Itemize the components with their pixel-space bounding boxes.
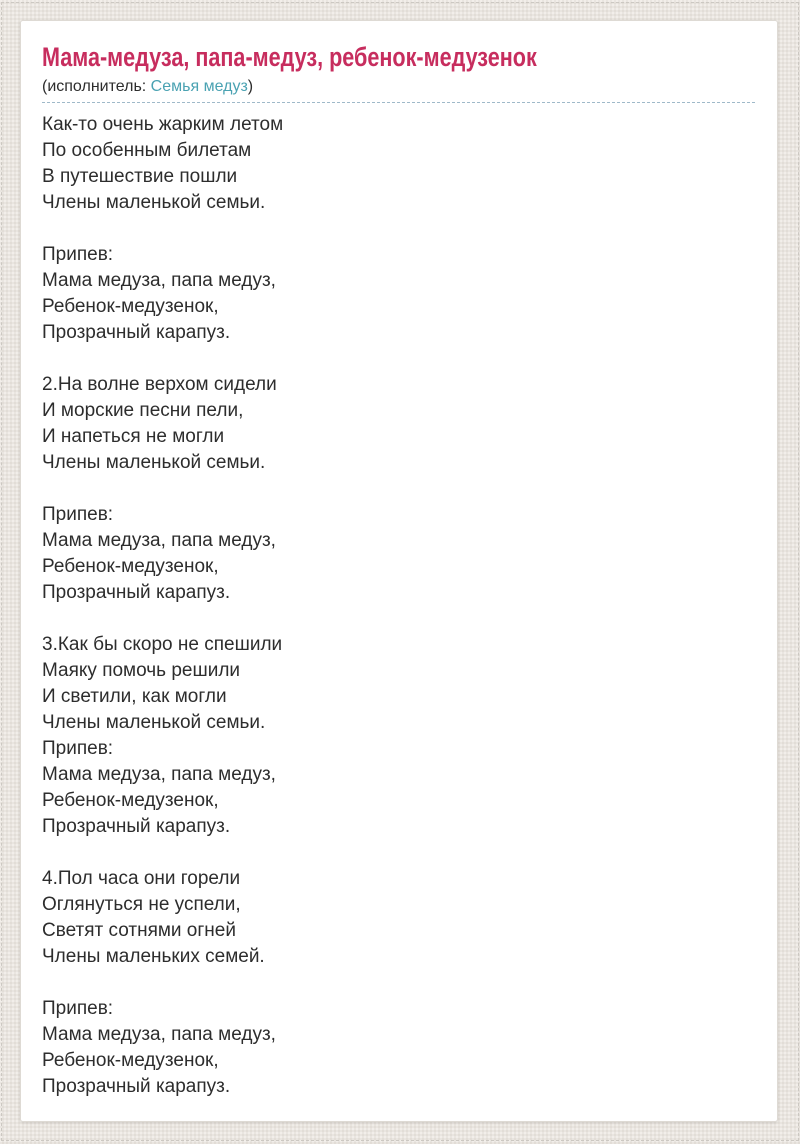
lyric-line: Припев:	[42, 504, 114, 525]
song-title: Мама-медуза, папа-медуз, ребенок-медузенок	[42, 42, 537, 72]
lyric-line: Припев:	[42, 244, 114, 265]
lyric-line: Мама медуза, папа медуз,	[42, 270, 276, 291]
lyric-line: Припев:	[42, 998, 114, 1019]
lyric-line: И светили, как могли	[42, 686, 227, 707]
lyric-line: И морские песни пели,	[42, 400, 244, 421]
lyric-line: Ребенок-медузенок,	[42, 790, 219, 811]
artist-label-prefix: (исполнитель:	[42, 78, 151, 95]
lyric-line: 4.Пол часа они горели	[42, 868, 241, 889]
lyric-blank-line	[42, 970, 755, 996]
lyric-blank-line	[42, 346, 755, 372]
lyric-line: Мама медуза, папа медуз,	[42, 764, 276, 785]
song-header	[42, 41, 755, 103]
lyric-line: Члены маленькой семьи.	[42, 712, 266, 733]
lyric-line: Ребенок-медузенок,	[42, 1050, 219, 1071]
lyric-line: Светят сотнями огней	[42, 920, 236, 941]
lyric-line: Прозрачный карапуз.	[42, 1076, 231, 1097]
lyric-blank-line	[42, 476, 755, 502]
lyric-line: Оглянуться не успели,	[42, 894, 241, 915]
lyric-blank-line	[42, 840, 755, 866]
lyric-line: В путешествие пошли	[42, 166, 238, 187]
lyric-line: 3.Как бы скоро не спешили	[42, 634, 283, 655]
lyric-line: Члены маленьких семей.	[42, 946, 265, 967]
lyric-blank-line	[42, 606, 755, 632]
lyric-line: Как-то очень жарким летом	[42, 114, 284, 135]
lyric-blank-line	[42, 216, 755, 242]
lyric-line: 2.На волне верхом сидели	[42, 374, 277, 395]
lyric-line: Ребенок-медузенок,	[42, 556, 219, 577]
lyric-line: По особенным билетам	[42, 140, 252, 161]
lyric-line: И напеться не могли	[42, 426, 225, 447]
lyric-line: Члены маленькой семьи.	[42, 192, 266, 213]
artist-label-suffix: )	[247, 78, 254, 95]
lyric-line: Мама медуза, папа медуз,	[42, 1024, 276, 1045]
lyric-line: Маяку помочь решили	[42, 660, 241, 681]
lyric-line: Члены маленькой семьи.	[42, 452, 266, 473]
artist-line	[42, 76, 755, 97]
lyric-line: Ребенок-медузенок,	[42, 296, 219, 317]
lyric-line: Прозрачный карапуз.	[42, 582, 231, 603]
lyric-line: Мама медуза, папа медуз,	[42, 530, 276, 551]
lyrics-card	[20, 20, 778, 1122]
lyric-line: Припев:	[42, 738, 114, 759]
artist-link[interactable]: Семья медуз	[150, 78, 248, 95]
lyric-line: Прозрачный карапуз.	[42, 816, 231, 837]
lyrics	[42, 112, 755, 1100]
lyric-line: Прозрачный карапуз.	[42, 322, 231, 343]
